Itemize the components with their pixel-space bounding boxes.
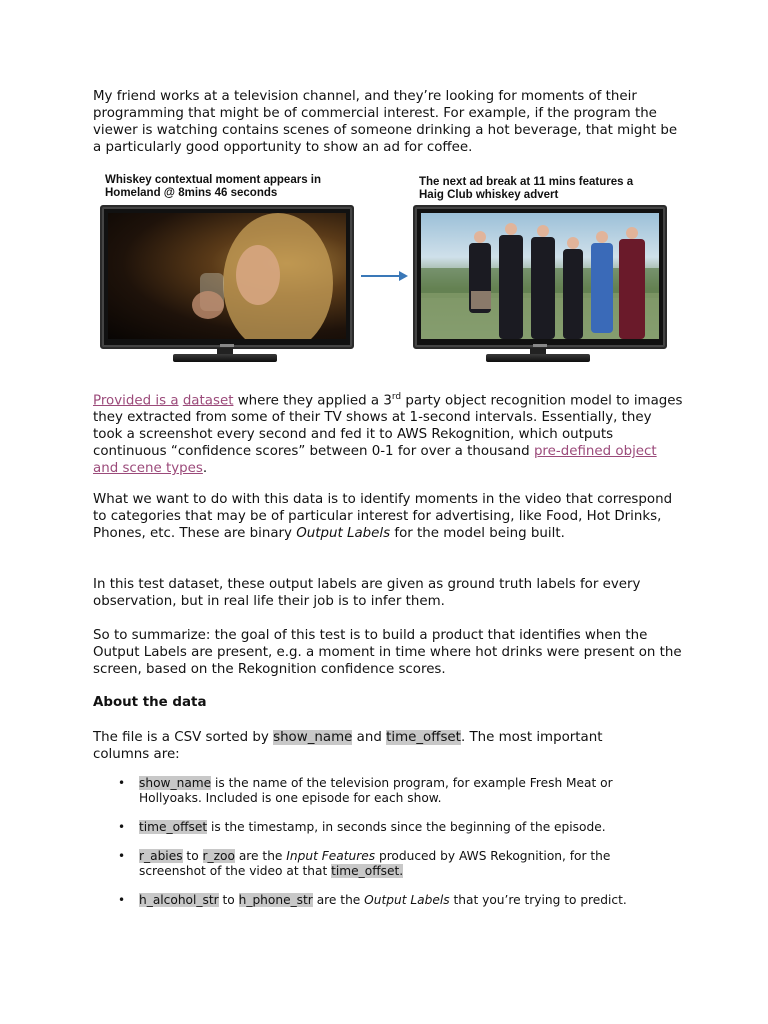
test-dataset-paragraph: In this test dataset, these output labels are given as ground truth labels for every observation, but in real life their job is to infer them. [93,577,641,609]
dataset-text-1: where they applied a 3 [233,393,392,409]
about-data-heading: About the data [93,695,207,710]
intro-paragraph: My friend works at a television channel, and they’re looking for moments of their programming that might be of commercial interest. For example, if the program the viewer is watching contains scenes of someone drinking a hot beverage, that might be a particularly good opportunity to show an ad for coffee. [93,89,678,155]
output-labels-emphasis: Output Labels [364,893,450,907]
bullet-code: time_offset [139,820,208,834]
dataset-link[interactable]: dataset [182,393,234,409]
left-tv-screen [108,213,346,339]
bullet-text: are the [312,893,365,907]
left-caption [105,174,321,200]
left-caption-line1: Whiskey contextual moment appears in [105,174,322,186]
dataset-paragraph [93,389,683,477]
bullet-text: produced by AWS Rekognition, for the screenshot of the video at that [139,849,611,878]
goal-paragraph [93,491,683,542]
show-name-code: show_name [273,730,353,745]
bullet-code: h_alcohol_str [139,893,219,907]
bullet-code: time_offset. [331,864,404,878]
bullet-text: to [218,893,239,907]
figure-tv-comparison [99,173,669,373]
output-labels-emphasis: Output Labels [296,526,391,541]
bullet-text: that you’re trying to predict. [449,893,627,907]
left-tv [100,205,354,349]
left-tv-stand [173,354,277,362]
bullet-code: h_phone_str [238,893,313,907]
csv-text-1: The file is a CSV sorted by [93,730,274,745]
bullet-icon: • [118,776,126,790]
right-caption-line1: The next ad break at 11 mins features a [419,176,634,188]
ordinal-suffix: rd [391,392,402,402]
right-tv-logo [533,344,547,347]
right-tv [413,205,667,349]
csv-text-2: and [352,730,387,745]
bullet-text: are the [234,849,287,863]
bullet-text: to [182,849,203,863]
right-caption [419,176,633,202]
whiskey-advert-image [421,213,659,339]
bullet-text: is the name of the television program, for example Fresh Meat or Hollyoaks. Included is one episode for each show. [139,776,613,805]
goal-text-1: What we want to do with this data is to identify moments in the video that correspond to categories that may be of particular interest for advertising, like Food, Hot Drinks, Phones, etc. These are binary [93,492,673,541]
input-features-emphasis: Input Features [286,849,376,863]
csv-paragraph [93,729,653,763]
time-offset-code: time_offset [386,730,461,745]
arrow-right-icon [361,269,409,283]
bullet-code: r_zoo [202,849,235,863]
object-types-link[interactable]: pre-defined object and scene types [93,444,657,477]
drinking-scene-image [108,213,346,339]
bullet-text: is the timestamp, in seconds since the beginning of the episode. [207,820,606,834]
csv-text-3: . The most important columns are: [93,730,603,762]
right-tv-screen [421,213,659,339]
bullet-code: r_abies [139,849,183,863]
bullet-icon: • [118,893,126,907]
goal-text-2: for the model being built. [390,526,565,541]
summary-paragraph: So to summarize: the goal of this test is to build a product that identifies when the Output Labels are present, e.g. a moment in time where hot drinks were present on the screen, based on the Rekognition confidence scores. [93,628,682,677]
bullet-icon: • [118,849,126,863]
dataset-text-2: party object recognition model to images they extracted from some of their TV shows at 1-second intervals. Essentially, they took a screenshot every second and fed it to AWS Rekognition, which outputs continuous “confidence scores” between 0-1 for over a thousand [93,393,683,460]
bullet-icon: • [118,820,126,834]
left-caption-line2: Homeland @ 8mins 46 seconds [105,187,278,199]
dataset-text-3: . [202,461,208,477]
right-caption-line2: Haig Club whiskey advert [419,189,559,201]
bullet-code: show_name [139,776,212,790]
left-tv-logo [220,344,234,347]
right-tv-stand [486,354,590,362]
provided-link[interactable]: Provided is a [93,393,179,409]
